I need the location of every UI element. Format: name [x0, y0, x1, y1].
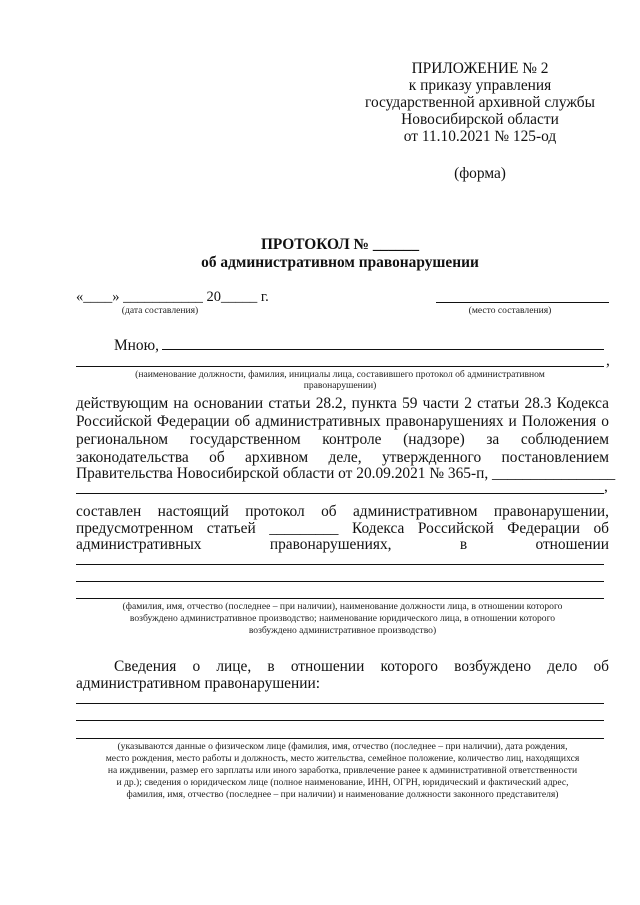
me-comma: ,: [606, 352, 610, 369]
basis-last-line: Правительства Новосибирской области от 20.09.2021 № 365-п, ________________: [76, 465, 616, 482]
me-line-2[interactable]: [76, 366, 604, 367]
protocol-title: ПРОТОКОЛ № ______: [260, 236, 420, 253]
info-line-blank-3[interactable]: [76, 738, 604, 739]
form-label: (форма): [454, 165, 506, 182]
info-line-blank-1[interactable]: [76, 703, 604, 704]
info-line-2: административном правонарушении:: [76, 675, 320, 692]
header-line-4: Новосибирской области: [401, 111, 559, 128]
place-caption: (место составления): [468, 305, 552, 316]
appendix-header: [360, 60, 600, 145]
info-caption-1: (указываются данные о физическом лице (фамилия, имя, отчество (последнее – при наличии), дата рождения,: [117, 741, 568, 752]
basis-line-2: Российской Федерации об административных правонарушениях и Положения о: [76, 413, 609, 430]
info-caption-4: и др.); сведения о юридическом лице (полное наименование, ИНН, ОГРН, юридический и фактический адрес,: [116, 777, 569, 788]
person-line-1[interactable]: [76, 564, 604, 565]
header-line-1: ПРИЛОЖЕНИЕ № 2: [411, 60, 549, 77]
me-line-1[interactable]: [162, 349, 604, 350]
basis-line-4: законодательства об архивном деле, утвержденного постановлением: [76, 449, 609, 466]
header-line-2: к приказу управления: [408, 77, 552, 94]
person-line-3[interactable]: [76, 598, 604, 599]
person-caption-1: (фамилия, имя, отчество (последнее – при наличии), наименование должности лица, в отношении которого: [122, 601, 563, 612]
compiled-line-3: административных правонарушениях, в отношении: [76, 536, 609, 553]
info-caption-3: на иждивении, размер его зарплаты или иного заработка, привлечение ранее к административной ответственности: [107, 765, 578, 776]
basis-line-blank[interactable]: [76, 493, 604, 494]
info-line-1: Сведения о лице, в отношении которого возбуждено дело об: [114, 658, 609, 675]
basis-comma: ,: [604, 478, 608, 495]
basis-line-3: региональном государственном контроле (надзоре) за соблюдением: [76, 431, 609, 448]
date-caption: (дата составления): [121, 305, 199, 316]
person-caption-2: возбуждено административное производство; наименование юридического лица, в отношении которого: [129, 613, 556, 624]
compiled-line-2: предусмотренном статьей _________ Кодекса Российской Федерации об: [76, 520, 609, 537]
me-label: Мною,: [114, 337, 159, 354]
place-line[interactable]: [436, 302, 609, 303]
date-field[interactable]: «____» ___________ 20_____ г.: [76, 289, 269, 305]
person-caption-3: возбуждено административное производство): [248, 625, 437, 636]
compiled-line-1: составлен настоящий протокол об административном правонарушении,: [76, 503, 609, 520]
person-line-2[interactable]: [76, 581, 604, 582]
info-caption-5: фамилия, имя, отчество (последнее – при наличии) и наименование должности законного представителя): [126, 789, 559, 800]
header-line-5: от 11.10.2021 № 125-од: [403, 128, 557, 145]
info-line-blank-2[interactable]: [76, 720, 604, 721]
protocol-subtitle: об административном правонарушении: [201, 254, 479, 271]
header-line-3: государственной архивной службы: [365, 94, 595, 111]
me-caption-1: (наименование должности, фамилия, инициалы лица, составившего протокол об административном: [135, 369, 545, 380]
basis-line-1: действующим на основании статьи 28.2, пункта 59 части 2 статьи 28.3 Кодекса: [76, 395, 609, 412]
me-caption-2: правонарушении): [303, 380, 377, 391]
info-caption-2: место рождения, место работы и должность, место жительства, семейное положение, количество лиц, находящихся: [105, 753, 580, 764]
